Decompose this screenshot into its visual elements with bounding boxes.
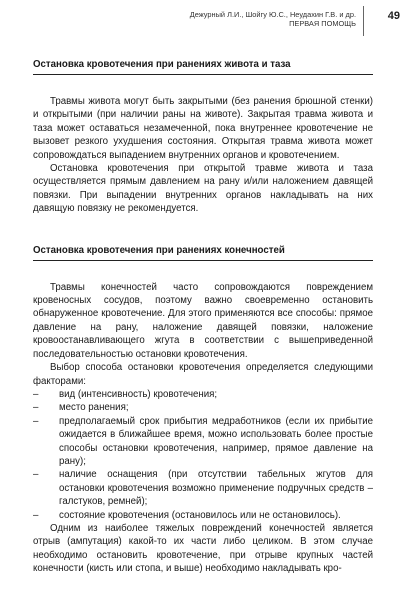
list-item <box>33 509 373 522</box>
paragraph: Травмы конечностей часто сопровождаются повреждением кровеносных сосудов, поэтому важно своевременно остановить обнаруженное кровотечение. Для этого применяются все способы: прямое давление на рану, наложение давящей повязки, наложение кровоостанавливающего жгута в соответствии с вышеприведенной последовательностью остановки кровотечения. <box>33 281 373 360</box>
list-item-text: место ранения; <box>59 402 129 414</box>
list-item-text: вид (интенсивность) кровотечения; <box>59 388 218 400</box>
list-dash: – <box>33 415 39 427</box>
list-item <box>33 388 373 401</box>
header-authors: Дежурный Л.И., Шойгу Ю.С., Неудахин Г.В. и др. <box>189 10 356 19</box>
list-dash: – <box>33 402 39 414</box>
list-item <box>33 401 373 414</box>
paragraph: Травмы живота могут быть закрытыми (без ранения брюшной стенки) и открытыми (при наличии раны на животе). Закрытая травма живота и таза может оставаться незамеченной, пока внутреннее кровотечение не вызовет резкого ухудшения состояния. Открытая травма живота может сопровождаться выпадением внутренних органов и кровотечением. <box>33 96 373 161</box>
paragraph: Остановка кровотечения при открытой травме живота и таза осуществляется прямым давлением на рану и/или наложением давящей повязки. При выпадении внутренних органов накладывать на них давящую повязку не рекомендуется. <box>33 163 373 215</box>
running-head <box>190 10 356 28</box>
list-item-text: наличие оснащения (при отсутствии табельных жгутов для остановки кровотечения возможно применение подручных средств – галстуков, ремней); <box>59 469 373 508</box>
page-number: 49 <box>387 10 400 22</box>
list-item-text: состояние кровотечения (остановилось или не остановилось). <box>59 509 341 521</box>
list-dash: – <box>33 469 39 481</box>
section-title-abdomen: Остановка кровотечения при ранениях живота и таза <box>33 58 373 75</box>
header-divider <box>363 6 364 36</box>
list-item <box>33 468 373 508</box>
paragraph: Одним из наиболее тяжелых повреждений конечностей является отрыв (ампутация) какой-то их части либо целиком. В этом случае необходимо остановить кровотечение, при отрыве крупных частей конечности (кисть или стопа, и выше) необходимо накладывать кро- <box>33 522 373 575</box>
header-book-title: ПЕРВАЯ ПОМОЩЬ <box>289 19 356 28</box>
list-dash: – <box>33 388 39 400</box>
factors-list <box>33 388 373 522</box>
list-dash: – <box>33 509 39 521</box>
paragraph: Выбор способа остановки кровотечения определяется следующими факторами: <box>33 362 373 387</box>
page-content <box>33 58 373 576</box>
section-title-limbs: Остановка кровотечения при ранениях конечностей <box>33 244 373 261</box>
list-item-text: предполагаемый срок прибытия медработников (если их прибытие ожидается в ближайшее время, можно использовать более простые способы остановки кровотечения, например, прямое давление на рану); <box>59 415 373 467</box>
list-item <box>33 415 373 469</box>
